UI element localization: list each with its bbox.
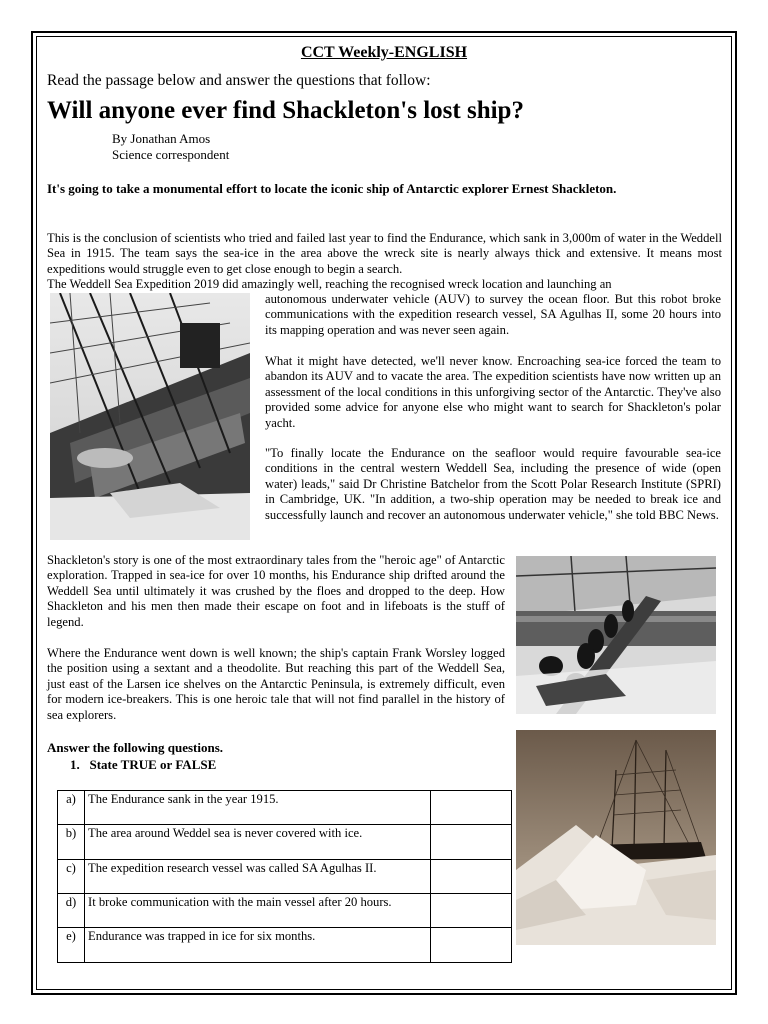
true-false-table — [57, 790, 512, 963]
paragraph-2-start: The Weddell Sea Expedition 2019 did amazingly well, reaching the recognised wreck location and launching an — [47, 277, 612, 291]
lead-paragraph: It's going to take a monumental effort to locate the iconic ship of Antarctic explorer Ernest Shackleton. — [47, 181, 617, 196]
photo-ship-in-pack-ice — [516, 730, 716, 945]
instructions: Read the passage below and answer the questions that follow: — [47, 72, 431, 89]
table-row — [58, 860, 512, 894]
question-text: Endurance was trapped in ice for six months. — [85, 928, 431, 963]
question-text: The expedition research vessel was called SA Agulhas II. — [85, 860, 431, 894]
answer-cell[interactable] — [431, 791, 512, 825]
question-text: The area around Weddel sea is never covered with ice. — [85, 825, 431, 860]
question-label: e) — [58, 928, 85, 963]
table-row — [58, 791, 512, 825]
article-title: Will anyone ever find Shackleton's lost ship? — [47, 97, 524, 124]
question-label: c) — [58, 860, 85, 894]
questions-heading: Answer the following questions. — [47, 740, 224, 755]
photo-men-on-ice — [516, 556, 716, 714]
question-text: It broke communication with the main vessel after 20 hours. — [85, 894, 431, 928]
byline — [112, 131, 229, 163]
answer-cell[interactable] — [431, 825, 512, 860]
paragraph-5: Shackleton's story is one of the most extraordinary tales from the "heroic age" of Antarctic exploration. Trapped in sea-ice for over 10 months, his Endurance ship drifted around the Weddell Sea until ultimately it was crushed by the floes and dropped to the deep. How Shackleton and his men then made their escape on foot and in lifeboats is the stuff of legend. — [47, 553, 505, 629]
table-row — [58, 894, 512, 928]
paragraph-1: This is the conclusion of scientists who tried and failed last year to find the Endurance, which sank in 3,000m of water in the Weddell Sea in 1915. The team says the sea-ice in the area above the wreck site is nearly always thick and extensive. It means most expeditions would struggle even to get close enough to begin a search. — [47, 231, 722, 276]
paragraph-3: What it might have detected, we'll never know. Encroaching sea-ice forced the team to abandon its AUV and to vacate the area. The expedition scientists have now written up an assessment of the local conditions in this unforgiving sector of the Antarctic. They've also provided some advice for anyone else who might want to search for Shackleton's polar yacht. — [265, 354, 721, 430]
question-label: a) — [58, 791, 85, 825]
question-label: d) — [58, 894, 85, 928]
photo-ship-rigging — [50, 293, 250, 540]
paragraph-2-rest: autonomous underwater vehicle (AUV) to survey the ocean floor. But this robot broke communications with the expedition research vessel, SA Agulhas II, some 20 hours into its mapping operation and was never seen again. — [265, 292, 721, 337]
question-text: The Endurance sank in the year 1915. — [85, 791, 431, 825]
answer-cell[interactable] — [431, 860, 512, 894]
table-row — [58, 928, 512, 963]
paragraph-6: Where the Endurance went down is well known; the ship's captain Frank Worsley logged the position using a sextant and a theodolite. But reaching this part of the Weddell Sea, just east of the Larsen ice shelves on the Antarctic Peninsula, is extremely difficult, even for modern ice-breakers. This is one heroic tale that will not find parallel in the history of sea explorers. — [47, 646, 505, 722]
byline-role: Science correspondent — [112, 147, 230, 162]
byline-author: By Jonathan Amos — [112, 131, 211, 146]
question-label: b) — [58, 825, 85, 860]
worksheet-header: CCT Weekly-ENGLISH — [300, 44, 468, 61]
answer-cell[interactable] — [431, 928, 512, 963]
table-row — [58, 825, 512, 860]
questions-section-title: 1. State TRUE or FALSE — [70, 757, 217, 772]
paragraph-4: "To finally locate the Endurance on the seafloor would require favourable sea-ice conditions in the central western Weddell Sea, including the presence of wide (open water) leads," said Dr Christine Batchelor from the Scott Polar Research Institute (SPRI) in Cambridge, UK. "In addition, a two-ship operation may be needed to break ice and successfully launch and recover an autonomous underwater vehicle," she told BBC News. — [265, 446, 721, 522]
answer-cell[interactable] — [431, 894, 512, 928]
